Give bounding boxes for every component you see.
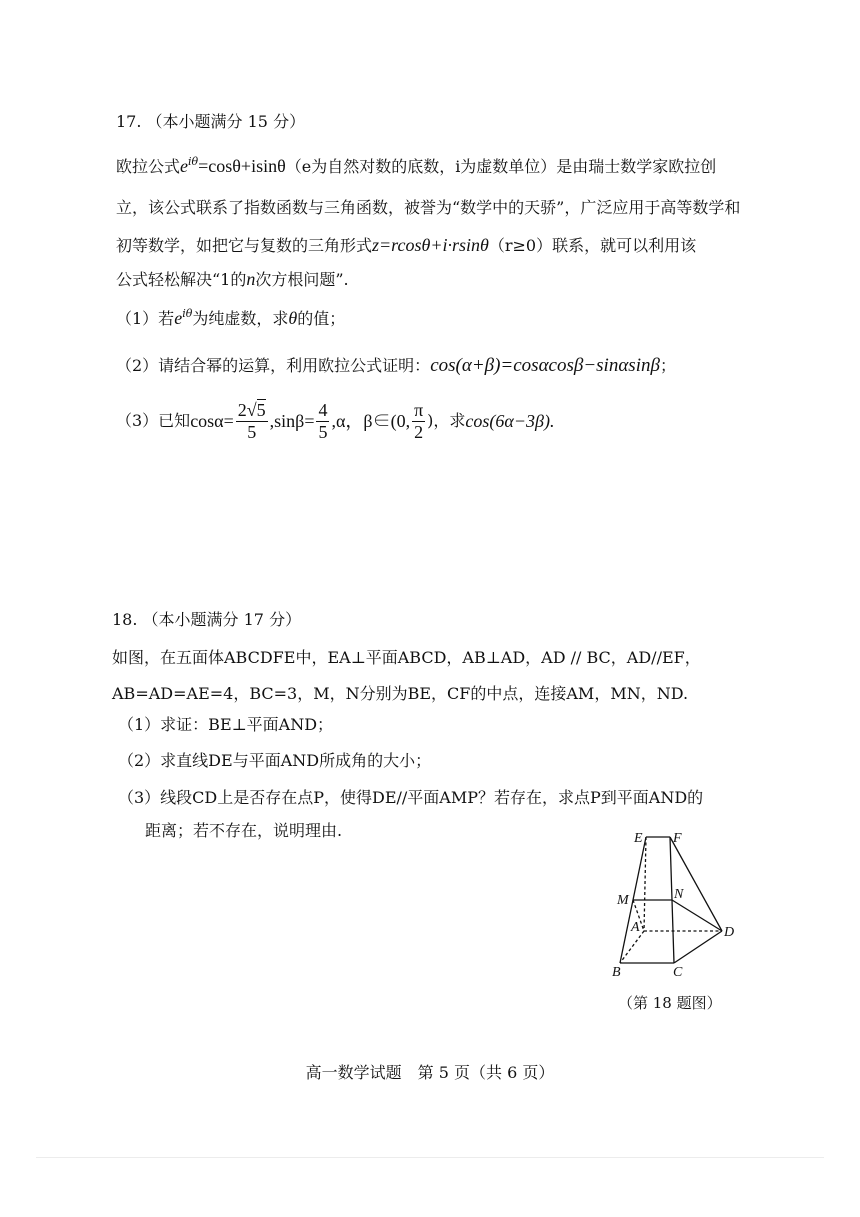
numerator-coefficient: 2 xyxy=(237,400,247,420)
fraction-sin-beta xyxy=(316,400,329,442)
fraction-cos-alpha-numerator: 2√5 xyxy=(237,400,266,420)
part1-exponent: iθ xyxy=(182,307,193,320)
q18-part2: （2）求直线DE与平面AND所成角的大小； xyxy=(118,751,432,770)
part2-label: （2）请结合幂的运算，利用欧拉公式证明： xyxy=(116,356,431,375)
fraction-pi-numerator: π xyxy=(414,400,424,420)
q17-line3-text: 初等数学，如把它与复数的三角形式 xyxy=(116,236,373,255)
label-B: B xyxy=(612,965,621,980)
part3-label: （3）已知 xyxy=(116,411,191,431)
edge-CD xyxy=(674,931,722,963)
page-footer: 高一数学试题 第 5 页（共 6 页） xyxy=(305,1063,555,1082)
part1-label: （1）若 xyxy=(116,309,175,328)
numerator-radicand: 5 xyxy=(256,400,266,420)
part1-theta: θ xyxy=(288,308,298,328)
label-F: F xyxy=(673,831,682,846)
q18-part3-line2: 距离；若不存在，说明理由. xyxy=(145,821,343,840)
q17-intro xyxy=(116,156,716,175)
part1-tail: 的值； xyxy=(297,309,346,328)
euler-exponent: iθ xyxy=(188,155,199,168)
label-D: D xyxy=(724,925,735,940)
q17-line3 xyxy=(116,236,696,254)
label-M: M xyxy=(617,893,629,908)
part2-formula: cos(α+β)=cosαcosβ−sinαsinβ xyxy=(430,355,660,376)
q18-part1: （1）求证：BE⊥平面AND； xyxy=(118,715,334,734)
part3-cos: cosα= xyxy=(190,411,234,432)
euler-base: e xyxy=(180,156,189,176)
part3-target: cos(6α−3β). xyxy=(465,411,555,432)
part1-text: 为纯虚数，求 xyxy=(192,309,289,328)
edge-FD xyxy=(670,837,722,931)
pentahedron-figure xyxy=(600,825,750,985)
part1-base: e xyxy=(174,308,183,328)
q17-paren-note: （e为自然对数的底数，i为虚数单位）是由瑞士数学家欧拉创 xyxy=(285,157,717,176)
part3-interval: ,α，β∈(0, xyxy=(331,411,411,432)
q17-intro-text: 欧拉公式 xyxy=(116,157,181,176)
bottom-divider xyxy=(36,1157,824,1158)
q17-line3-tail: （r≥0）联系，就可以利用该 xyxy=(488,236,697,255)
fraction-cos-alpha xyxy=(236,400,268,442)
q17-line4 xyxy=(116,270,349,288)
part2-end: ； xyxy=(659,356,676,375)
n-variable: n xyxy=(246,269,256,289)
euler-formula-rhs: =cosθ+isinθ xyxy=(198,156,286,176)
label-C: C xyxy=(673,965,683,980)
q17-part3 xyxy=(116,400,554,442)
fraction-sin-beta-denominator: 5 xyxy=(318,421,328,442)
q18-line2: AB=AD=AE=4，BC=3，M，N分别为BE，CF的中点，连接AM，MN，ND. xyxy=(112,684,689,703)
label-E: E xyxy=(634,831,643,846)
label-N: N xyxy=(674,887,684,902)
label-A: A xyxy=(631,920,640,935)
fraction-sin-beta-numerator: 4 xyxy=(318,400,328,420)
fraction-pi-over-2 xyxy=(412,400,425,442)
q18-line1: 如图，在五面体ABCDFE中，EA⊥平面ABCD，AB⊥AD，AD // BC，AD//EF， xyxy=(112,648,701,667)
figure-edges xyxy=(620,837,722,963)
fraction-cos-alpha-denominator: 5 xyxy=(247,421,257,442)
edge-ND xyxy=(672,900,722,931)
figure-caption: （第 18 题图） xyxy=(618,994,722,1012)
q17-line2: 立，该公式联系了指数函数与三角函数，被誉为“数学中的天骄”，广泛应用于高等数学和 xyxy=(116,198,741,217)
q17-line4-text: 公式轻松解决“1的 xyxy=(116,270,247,289)
q17-part1 xyxy=(116,308,345,327)
part3-ask: )，求 xyxy=(427,411,466,431)
q18-part3-line1: （3）线段CD上是否存在点P，使得DE//平面AMP？若存在，求点P到平面AND的 xyxy=(118,788,704,807)
edge-EA xyxy=(644,837,646,931)
q17-part2 xyxy=(116,356,676,375)
q17-header: 17. （本小题满分 15 分） xyxy=(116,112,306,131)
fraction-pi-denominator: 2 xyxy=(414,421,424,442)
complex-trig-form: z=rcosθ+i·rsinθ xyxy=(372,235,489,255)
q18-header: 18. （本小题满分 17 分） xyxy=(112,610,302,629)
part3-sin: ,sinβ= xyxy=(269,411,315,432)
q17-line4-tail: 次方根问题”. xyxy=(255,270,349,289)
